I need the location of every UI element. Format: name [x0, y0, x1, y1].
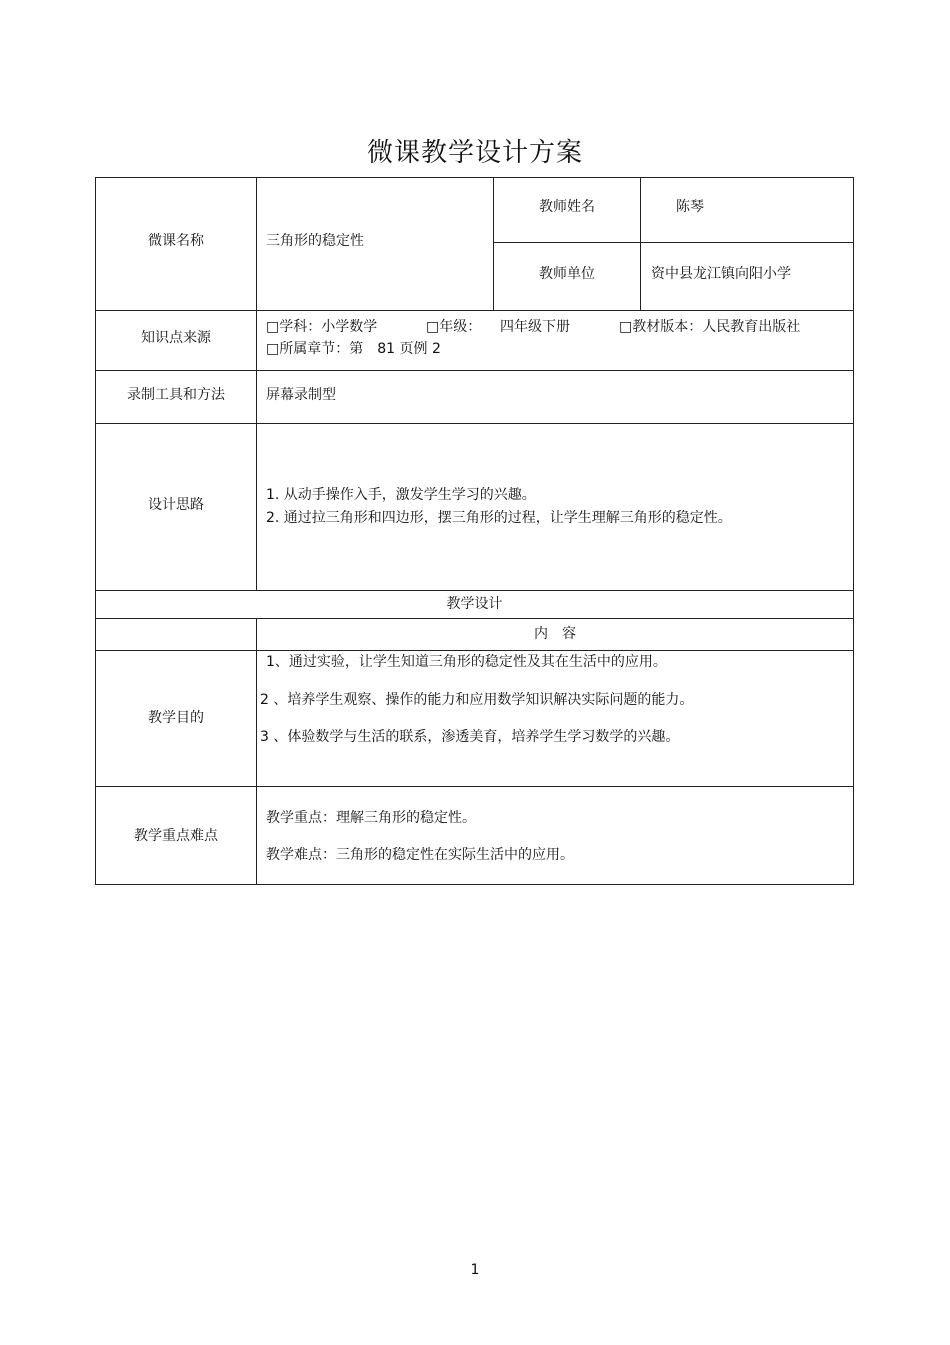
teacher-unit-label: 教师单位 [539, 266, 595, 282]
goal-line: 3 、体验数学与生活的联系，渗透美育，培养学生学习数学的兴趣。 [260, 729, 680, 745]
grade-value: 四年级下册 [500, 319, 570, 335]
table-divider [95, 370, 854, 371]
content-header: 内 容 [534, 626, 576, 642]
goal-line: 1、通过实验，让学生知道三角形的稳定性及其在生活中的应用。 [266, 654, 667, 670]
table-divider [95, 650, 854, 651]
grade-label: □年级： [426, 319, 482, 335]
table-border-top [95, 177, 854, 178]
goal-label: 教学目的 [148, 710, 204, 726]
table-divider [95, 618, 854, 619]
teacher-unit-value: 资中县龙江镇向阳小学 [651, 266, 791, 282]
table-divider [256, 177, 257, 591]
table-divider [95, 590, 854, 591]
course-name-value: 三角形的稳定性 [266, 233, 364, 249]
tools-value: 屏幕录制型 [266, 387, 336, 403]
page-number: 1 [470, 1262, 480, 1278]
idea-line: 1. 从动手操作入手，激发学生学习的兴趣。 [266, 487, 536, 503]
key-line: 教学重点：理解三角形的稳定性。 [266, 810, 476, 826]
table-border-left [95, 177, 96, 885]
idea-line: 2. 通过拉三角形和四边形，摆三角形的过程，让学生理解三角形的稳定性。 [266, 510, 732, 526]
subject-field: □学科：小学数学 [266, 319, 378, 335]
page-title: 微课教学设计方案 [366, 138, 583, 168]
course-name-label: 微课名称 [148, 233, 204, 249]
table-divider [256, 618, 257, 885]
tools-label: 录制工具和方法 [127, 387, 225, 403]
table-divider [640, 177, 641, 311]
table-divider [493, 242, 854, 243]
key-label: 教学重点难点 [134, 828, 218, 844]
design-header: 教学设计 [446, 596, 503, 612]
chapter-field: □所属章节：第 81 页例 2 [266, 341, 441, 357]
table-divider [95, 423, 854, 424]
table-border-bottom [95, 884, 854, 885]
table-border-right [853, 177, 854, 885]
table-divider [95, 786, 854, 787]
goal-line: 2 、培养学生观察、操作的能力和应用数学知识解决实际问题的能力。 [260, 692, 694, 708]
source-label: 知识点来源 [141, 330, 211, 346]
edition-field: □教材版本：人民教育出版社 [619, 319, 801, 335]
table-divider [95, 310, 854, 311]
teacher-name-label: 教师姓名 [539, 199, 595, 215]
key-line: 教学难点：三角形的稳定性在实际生活中的应用。 [266, 847, 574, 863]
teacher-name-value: 陈琴 [676, 199, 704, 215]
idea-label: 设计思路 [148, 497, 204, 513]
